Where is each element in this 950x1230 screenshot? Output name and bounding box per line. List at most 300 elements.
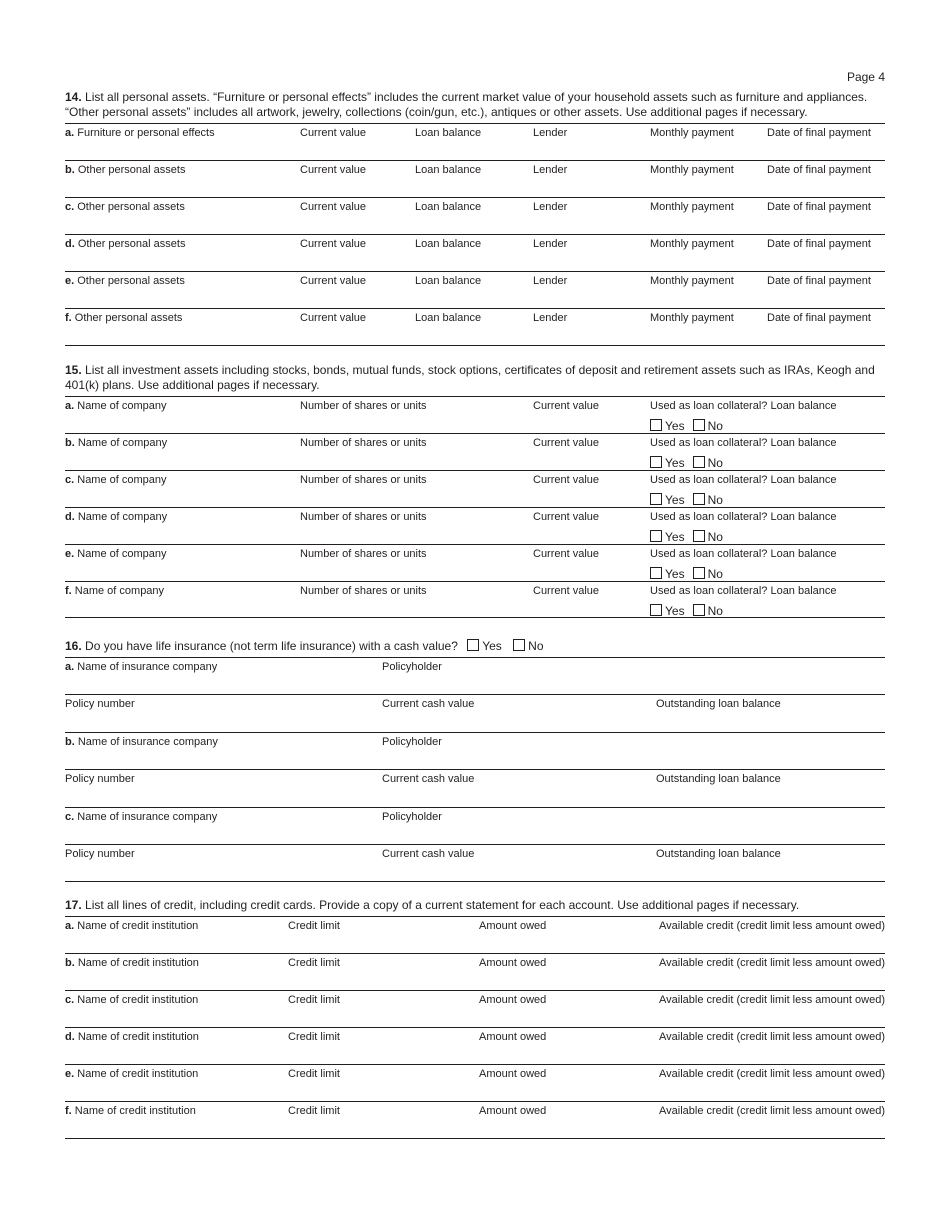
section-15-heading <box>65 363 885 396</box>
collateral-no-label: No <box>707 530 723 544</box>
insurance-company-label-letter: b. <box>65 736 75 748</box>
credit-institution-label-letter: a. <box>65 920 75 932</box>
cash-value-label <box>382 773 474 785</box>
collateral-yes-checkbox[interactable] <box>650 567 662 579</box>
asset-row-label-text: Other personal assets <box>77 275 185 287</box>
collateral-yes-option[interactable] <box>650 567 685 581</box>
loan-collateral-label-text: Used as loan collateral? Loan balance <box>650 400 837 412</box>
insurance-company-label-text: Name of insurance company <box>77 736 218 748</box>
company-name-label <box>65 437 167 449</box>
monthly-payment-label <box>650 164 734 176</box>
loan-collateral-label-text: Used as loan collateral? Loan balance <box>650 585 837 597</box>
policyholder-label-text: Policyholder <box>382 736 442 748</box>
section-15-number: 15. <box>65 363 82 377</box>
amount-owed-label <box>479 957 546 969</box>
asset-row-label-text: Other personal assets <box>74 312 183 324</box>
company-name-label-letter: d. <box>65 511 75 523</box>
amount-owed-label-text: Amount owed <box>479 1068 547 1080</box>
policyholder-label <box>382 811 442 823</box>
collateral-yes-checkbox[interactable] <box>650 493 662 505</box>
shares-or-units-label-text: Number of shares or units <box>300 585 427 597</box>
current-value-label-text: Current value <box>300 127 367 139</box>
loan-collateral-label <box>650 437 837 449</box>
asset-row[interactable] <box>65 123 885 160</box>
company-name-label <box>65 548 167 560</box>
asset-row-label <box>65 312 182 324</box>
section-14-number: 14. <box>65 90 82 104</box>
current-value-label-text: Current value <box>300 312 367 324</box>
current-value-label <box>533 511 599 523</box>
policy-number-label-text: Policy number <box>65 698 135 710</box>
loan-balance-label <box>415 127 481 139</box>
loan-collateral-label <box>650 474 837 486</box>
shares-or-units-label <box>300 400 427 412</box>
loan-balance-label <box>415 238 481 250</box>
insurance-company-label <box>65 661 217 673</box>
collateral-no-option[interactable] <box>693 493 723 507</box>
current-value-label-text: Current value <box>533 474 600 486</box>
company-name-label-text: Name of company <box>77 511 168 523</box>
company-name-label-letter: b. <box>65 437 75 449</box>
current-value-label-text: Current value <box>533 437 600 449</box>
lender-label <box>533 127 567 139</box>
monthly-payment-label-text: Monthly payment <box>650 201 734 213</box>
section-14-personal-assets <box>65 90 885 346</box>
loan-collateral-label <box>650 548 837 560</box>
credit-institution-label <box>65 1105 196 1117</box>
loan-balance-label-text: Loan balance <box>415 201 482 213</box>
credit-limit-label <box>288 920 340 932</box>
collateral-yes-checkbox[interactable] <box>650 456 662 468</box>
amount-owed-label <box>479 1105 546 1117</box>
investment-row[interactable] <box>65 581 885 618</box>
outstanding-loan-balance-label-text: Outstanding loan balance <box>656 848 781 860</box>
date-of-final-payment-label-text: Date of final payment <box>767 127 871 139</box>
loan-balance-label <box>415 201 481 213</box>
collateral-yes-no <box>650 530 731 544</box>
asset-row-label <box>65 127 215 139</box>
lender-label <box>533 164 567 176</box>
asset-row-label <box>65 275 185 287</box>
section-14-instructions: List all personal assets. “Furniture or personal effects” includes the current market value of your household assets such as furniture and appliances. “Other personal assets” includes all artwork, jewelry, collections (coin/gun, etc.), antiques or other assets. Use additional pages if necessary. <box>65 90 868 119</box>
credit-line-row[interactable] <box>65 990 885 1027</box>
available-credit-label-text: Available credit (credit limit less amount owed) <box>659 1105 885 1117</box>
collateral-yes-option[interactable] <box>650 604 685 618</box>
amount-owed-label-text: Amount owed <box>479 1031 547 1043</box>
policyholder-label-text: Policyholder <box>382 661 442 673</box>
credit-institution-label-letter: f. <box>65 1105 75 1117</box>
credit-institution-label <box>65 920 198 932</box>
amount-owed-label <box>479 1031 546 1043</box>
collateral-no-option[interactable] <box>693 604 723 618</box>
date-of-final-payment-label-text: Date of final payment <box>767 275 871 287</box>
cash-value-label <box>382 848 474 860</box>
credit-institution-label-letter: d. <box>65 1031 75 1043</box>
shares-or-units-label-text: Number of shares or units <box>300 548 427 560</box>
loan-collateral-label <box>650 400 837 412</box>
credit-limit-label <box>288 994 340 1006</box>
section-16-question: Do you have life insurance (not term life insurance) with a cash value? <box>85 639 458 653</box>
collateral-yes-no <box>650 567 731 581</box>
section-17-number: 17. <box>65 898 82 912</box>
investment-row[interactable] <box>65 507 885 544</box>
available-credit-label-text: Available credit (credit limit less amount owed) <box>659 994 885 1006</box>
asset-row-label <box>65 164 185 176</box>
collateral-no-checkbox[interactable] <box>693 493 705 505</box>
collateral-yes-option[interactable] <box>650 419 685 433</box>
date-of-final-payment-label <box>767 312 871 324</box>
company-name-label <box>65 400 167 412</box>
collateral-no-option[interactable] <box>693 567 723 581</box>
asset-row-label-letter: c. <box>65 201 75 213</box>
company-name-label-text: Name of company <box>74 585 165 597</box>
section-17-lines-of-credit <box>65 898 885 1139</box>
asset-row-label-text: Other personal assets <box>77 164 186 176</box>
investment-row[interactable] <box>65 433 885 470</box>
credit-limit-label-text: Credit limit <box>288 920 340 932</box>
loan-balance-label-text: Loan balance <box>415 127 482 139</box>
policy-number-label <box>65 698 135 710</box>
monthly-payment-label-text: Monthly payment <box>650 312 734 324</box>
company-name-label-text: Name of company <box>77 437 168 449</box>
insurance-company-label-text: Name of insurance company <box>77 661 218 673</box>
collateral-no-label: No <box>707 419 723 433</box>
lender-label <box>533 312 567 324</box>
shares-or-units-label-text: Number of shares or units <box>300 400 427 412</box>
outstanding-loan-balance-label <box>656 698 781 710</box>
loan-balance-label-text: Loan balance <box>415 238 482 250</box>
company-name-label-text: Name of company <box>77 548 167 560</box>
date-of-final-payment-label-text: Date of final payment <box>767 201 871 213</box>
section-16-yes-no <box>467 639 551 654</box>
collateral-yes-no <box>650 604 731 618</box>
collateral-no-label: No <box>707 567 723 581</box>
asset-row-label-letter: d. <box>65 238 75 250</box>
available-credit-label-text: Available credit (credit limit less amount owed) <box>659 957 885 969</box>
loan-collateral-label <box>650 585 837 597</box>
loan-collateral-label-text: Used as loan collateral? Loan balance <box>650 511 837 523</box>
date-of-final-payment-label <box>767 201 871 213</box>
credit-line-row[interactable] <box>65 953 885 990</box>
asset-row-label-text: Other personal assets <box>77 201 185 213</box>
available-credit-label <box>659 920 885 932</box>
company-name-label-text: Name of company <box>77 400 167 412</box>
section-14-heading <box>65 90 885 123</box>
cash-value-label-text: Current cash value <box>382 698 475 710</box>
asset-row[interactable] <box>65 197 885 234</box>
credit-line-row[interactable] <box>65 1101 885 1139</box>
date-of-final-payment-label-text: Date of final payment <box>767 164 871 176</box>
current-value-label <box>300 275 366 287</box>
current-value-label-text: Current value <box>533 585 600 597</box>
current-value-label <box>300 238 366 250</box>
credit-institution-label <box>65 957 199 969</box>
collateral-yes-label: Yes <box>665 456 685 470</box>
monthly-payment-label <box>650 238 734 250</box>
collateral-yes-no <box>650 456 731 470</box>
available-credit-label <box>659 1068 885 1080</box>
amount-owed-label <box>479 920 546 932</box>
collateral-yes-checkbox[interactable] <box>650 604 662 616</box>
section-16-number: 16. <box>65 639 82 653</box>
collateral-yes-option[interactable] <box>650 493 685 507</box>
collateral-no-label: No <box>707 604 723 618</box>
available-credit-label-text: Available credit (credit limit less amount owed) <box>659 1068 885 1080</box>
date-of-final-payment-label-text: Date of final payment <box>767 238 871 250</box>
current-value-label-text: Current value <box>300 201 367 213</box>
credit-line-row[interactable] <box>65 916 885 953</box>
company-name-label <box>65 585 164 597</box>
current-value-label <box>300 312 366 324</box>
monthly-payment-label <box>650 312 734 324</box>
current-value-label-text: Current value <box>533 400 600 412</box>
current-value-label-text: Current value <box>533 511 600 523</box>
section-16-no-checkbox[interactable] <box>513 639 525 651</box>
outstanding-loan-balance-label-text: Outstanding loan balance <box>656 773 781 785</box>
section-16-yes-option[interactable] <box>467 639 502 654</box>
lender-label <box>533 275 567 287</box>
monthly-payment-label <box>650 201 734 213</box>
policyholder-label <box>382 661 442 673</box>
collateral-no-option[interactable] <box>693 419 723 433</box>
available-credit-label <box>659 1031 885 1043</box>
loan-collateral-label-text: Used as loan collateral? Loan balance <box>650 437 837 449</box>
policy-details-row[interactable] <box>65 769 885 807</box>
shares-or-units-label <box>300 511 427 523</box>
loan-balance-label-text: Loan balance <box>415 275 482 287</box>
available-credit-label <box>659 957 885 969</box>
loan-balance-label <box>415 164 481 176</box>
section-15-table <box>65 396 885 618</box>
policyholder-label <box>382 736 442 748</box>
loan-collateral-label-text: Used as loan collateral? Loan balance <box>650 548 837 560</box>
company-name-label-letter: a. <box>65 400 75 412</box>
available-credit-label-text: Available credit (credit limit less amount owed) <box>659 1031 885 1043</box>
date-of-final-payment-label <box>767 275 871 287</box>
current-value-label <box>533 474 599 486</box>
monthly-payment-label <box>650 127 734 139</box>
section-16-life-insurance <box>65 639 885 882</box>
credit-limit-label <box>288 1031 340 1043</box>
policy-details-row[interactable] <box>65 844 885 882</box>
insurance-company-label-letter: a. <box>65 661 75 673</box>
shares-or-units-label <box>300 548 427 560</box>
asset-row-label <box>65 201 185 213</box>
collateral-no-checkbox[interactable] <box>693 567 705 579</box>
collateral-no-label: No <box>707 456 723 470</box>
lender-label <box>533 238 567 250</box>
credit-limit-label-text: Credit limit <box>288 994 340 1006</box>
insurance-company-label <box>65 811 217 823</box>
loan-balance-label <box>415 312 481 324</box>
credit-institution-label-letter: b. <box>65 957 75 969</box>
section-16-yes-checkbox[interactable] <box>467 639 479 651</box>
collateral-yes-label: Yes <box>665 567 685 581</box>
credit-institution-label <box>65 994 198 1006</box>
asset-row[interactable] <box>65 160 885 197</box>
collateral-no-option[interactable] <box>693 530 723 544</box>
current-value-label <box>533 437 599 449</box>
credit-limit-label-text: Credit limit <box>288 1068 340 1080</box>
amount-owed-label-text: Amount owed <box>479 1105 547 1117</box>
company-name-label-letter: e. <box>65 548 75 560</box>
amount-owed-label <box>479 1068 546 1080</box>
credit-limit-label-text: Credit limit <box>288 957 340 969</box>
section-16-no-label: No <box>528 639 544 653</box>
collateral-no-checkbox[interactable] <box>693 419 705 431</box>
collateral-yes-checkbox[interactable] <box>650 530 662 542</box>
credit-line-row[interactable] <box>65 1027 885 1064</box>
current-value-label-text: Current value <box>300 164 367 176</box>
company-name-label-text: Name of company <box>77 474 167 486</box>
insurance-company-row[interactable] <box>65 732 885 769</box>
credit-institution-label-text: Name of credit institution <box>77 957 199 969</box>
date-of-final-payment-label <box>767 127 871 139</box>
insurance-company-label-text: Name of insurance company <box>77 811 218 823</box>
collateral-no-checkbox[interactable] <box>693 530 705 542</box>
section-16-yes-label: Yes <box>482 639 502 653</box>
asset-row-label-letter: b. <box>65 164 75 176</box>
available-credit-label-text: Available credit (credit limit less amount owed) <box>659 920 885 932</box>
insurance-company-row[interactable] <box>65 657 885 694</box>
insurance-company-row[interactable] <box>65 807 885 844</box>
cash-value-label-text: Current cash value <box>382 773 475 785</box>
collateral-yes-label: Yes <box>665 493 685 507</box>
asset-row[interactable] <box>65 308 885 346</box>
cash-value-label-text: Current cash value <box>382 848 475 860</box>
credit-limit-label-text: Credit limit <box>288 1031 340 1043</box>
company-name-label <box>65 474 167 486</box>
policyholder-label-text: Policyholder <box>382 811 442 823</box>
amount-owed-label-text: Amount owed <box>479 957 547 969</box>
shares-or-units-label-text: Number of shares or units <box>300 511 427 523</box>
company-name-label-letter: f. <box>65 585 75 597</box>
section-16-heading <box>65 639 885 657</box>
available-credit-label <box>659 994 885 1006</box>
credit-institution-label <box>65 1031 199 1043</box>
credit-institution-label-text: Name of credit institution <box>77 1068 199 1080</box>
loan-collateral-label <box>650 511 837 523</box>
investment-row[interactable] <box>65 470 885 507</box>
monthly-payment-label-text: Monthly payment <box>650 127 734 139</box>
amount-owed-label-text: Amount owed <box>479 920 547 932</box>
company-name-label <box>65 511 167 523</box>
shares-or-units-label-text: Number of shares or units <box>300 474 427 486</box>
collateral-no-checkbox[interactable] <box>693 604 705 616</box>
credit-limit-label-text: Credit limit <box>288 1105 340 1117</box>
credit-limit-label <box>288 1068 340 1080</box>
lender-label-text: Lender <box>533 238 568 250</box>
loan-balance-label <box>415 275 481 287</box>
date-of-final-payment-label-text: Date of final payment <box>767 312 871 324</box>
current-value-label <box>300 127 366 139</box>
shares-or-units-label <box>300 585 427 597</box>
insurance-company-label-letter: c. <box>65 811 75 823</box>
current-value-label <box>533 585 599 597</box>
monthly-payment-label <box>650 275 734 287</box>
credit-institution-label-letter: e. <box>65 1068 75 1080</box>
outstanding-loan-balance-label <box>656 773 781 785</box>
section-17-table <box>65 916 885 1139</box>
credit-limit-label <box>288 1105 340 1117</box>
asset-row-label-letter: f. <box>65 312 72 324</box>
current-value-label-text: Current value <box>300 238 367 250</box>
collateral-yes-no <box>650 493 731 507</box>
collateral-yes-checkbox[interactable] <box>650 419 662 431</box>
shares-or-units-label <box>300 474 427 486</box>
monthly-payment-label-text: Monthly payment <box>650 275 734 287</box>
collateral-no-option[interactable] <box>693 456 723 470</box>
cash-value-label <box>382 698 474 710</box>
credit-institution-label <box>65 1068 198 1080</box>
asset-row-label <box>65 238 185 250</box>
credit-institution-label-text: Name of credit institution <box>77 994 199 1006</box>
company-name-label-letter: c. <box>65 474 75 486</box>
collateral-yes-option[interactable] <box>650 456 685 470</box>
loan-balance-label-text: Loan balance <box>415 164 482 176</box>
amount-owed-label-text: Amount owed <box>479 994 547 1006</box>
section-15-investment-assets <box>65 363 885 618</box>
lender-label-text: Lender <box>533 275 568 287</box>
collateral-yes-no <box>650 419 731 433</box>
credit-institution-label-text: Name of credit institution <box>77 1031 199 1043</box>
asset-row[interactable] <box>65 271 885 308</box>
credit-line-row[interactable] <box>65 1064 885 1101</box>
policy-number-label-text: Policy number <box>65 773 135 785</box>
policy-details-row[interactable] <box>65 694 885 732</box>
collateral-yes-label: Yes <box>665 530 685 544</box>
collateral-yes-label: Yes <box>665 419 685 433</box>
section-16-no-option[interactable] <box>513 639 543 654</box>
shares-or-units-label <box>300 437 427 449</box>
outstanding-loan-balance-label-text: Outstanding loan balance <box>656 698 781 710</box>
shares-or-units-label-text: Number of shares or units <box>300 437 427 449</box>
investment-row[interactable] <box>65 544 885 581</box>
current-value-label <box>300 164 366 176</box>
section-14-table <box>65 123 885 346</box>
outstanding-loan-balance-label <box>656 848 781 860</box>
asset-row-label-letter: e. <box>65 275 75 287</box>
section-17-heading <box>65 898 885 916</box>
monthly-payment-label-text: Monthly payment <box>650 164 734 176</box>
section-15-instructions: List all investment assets including stocks, bonds, mutual funds, stock options, certificates of deposit and retirement assets such as IRAs, Keogh and 401(k) plans. Use additional pages if necessary. <box>65 363 875 392</box>
collateral-no-label: No <box>707 493 723 507</box>
asset-row[interactable] <box>65 234 885 271</box>
page-number: Page 4 <box>846 70 885 84</box>
policy-number-label <box>65 773 135 785</box>
collateral-yes-option[interactable] <box>650 530 685 544</box>
policy-number-label <box>65 848 135 860</box>
current-value-label <box>300 201 366 213</box>
date-of-final-payment-label <box>767 164 871 176</box>
collateral-no-checkbox[interactable] <box>693 456 705 468</box>
current-value-label-text: Current value <box>533 548 600 560</box>
collateral-yes-label: Yes <box>665 604 685 618</box>
current-value-label <box>533 548 599 560</box>
asset-row-label-text: Furniture or personal effects <box>77 127 215 139</box>
current-value-label-text: Current value <box>300 275 367 287</box>
policy-number-label-text: Policy number <box>65 848 135 860</box>
available-credit-label <box>659 1105 885 1117</box>
credit-institution-label-text: Name of credit institution <box>77 920 199 932</box>
lender-label-text: Lender <box>533 201 568 213</box>
credit-limit-label <box>288 957 340 969</box>
current-value-label <box>533 400 599 412</box>
credit-institution-label-text: Name of credit institution <box>74 1105 196 1117</box>
asset-row-label-text: Other personal assets <box>77 238 186 250</box>
investment-row[interactable] <box>65 396 885 433</box>
lender-label-text: Lender <box>533 164 568 176</box>
